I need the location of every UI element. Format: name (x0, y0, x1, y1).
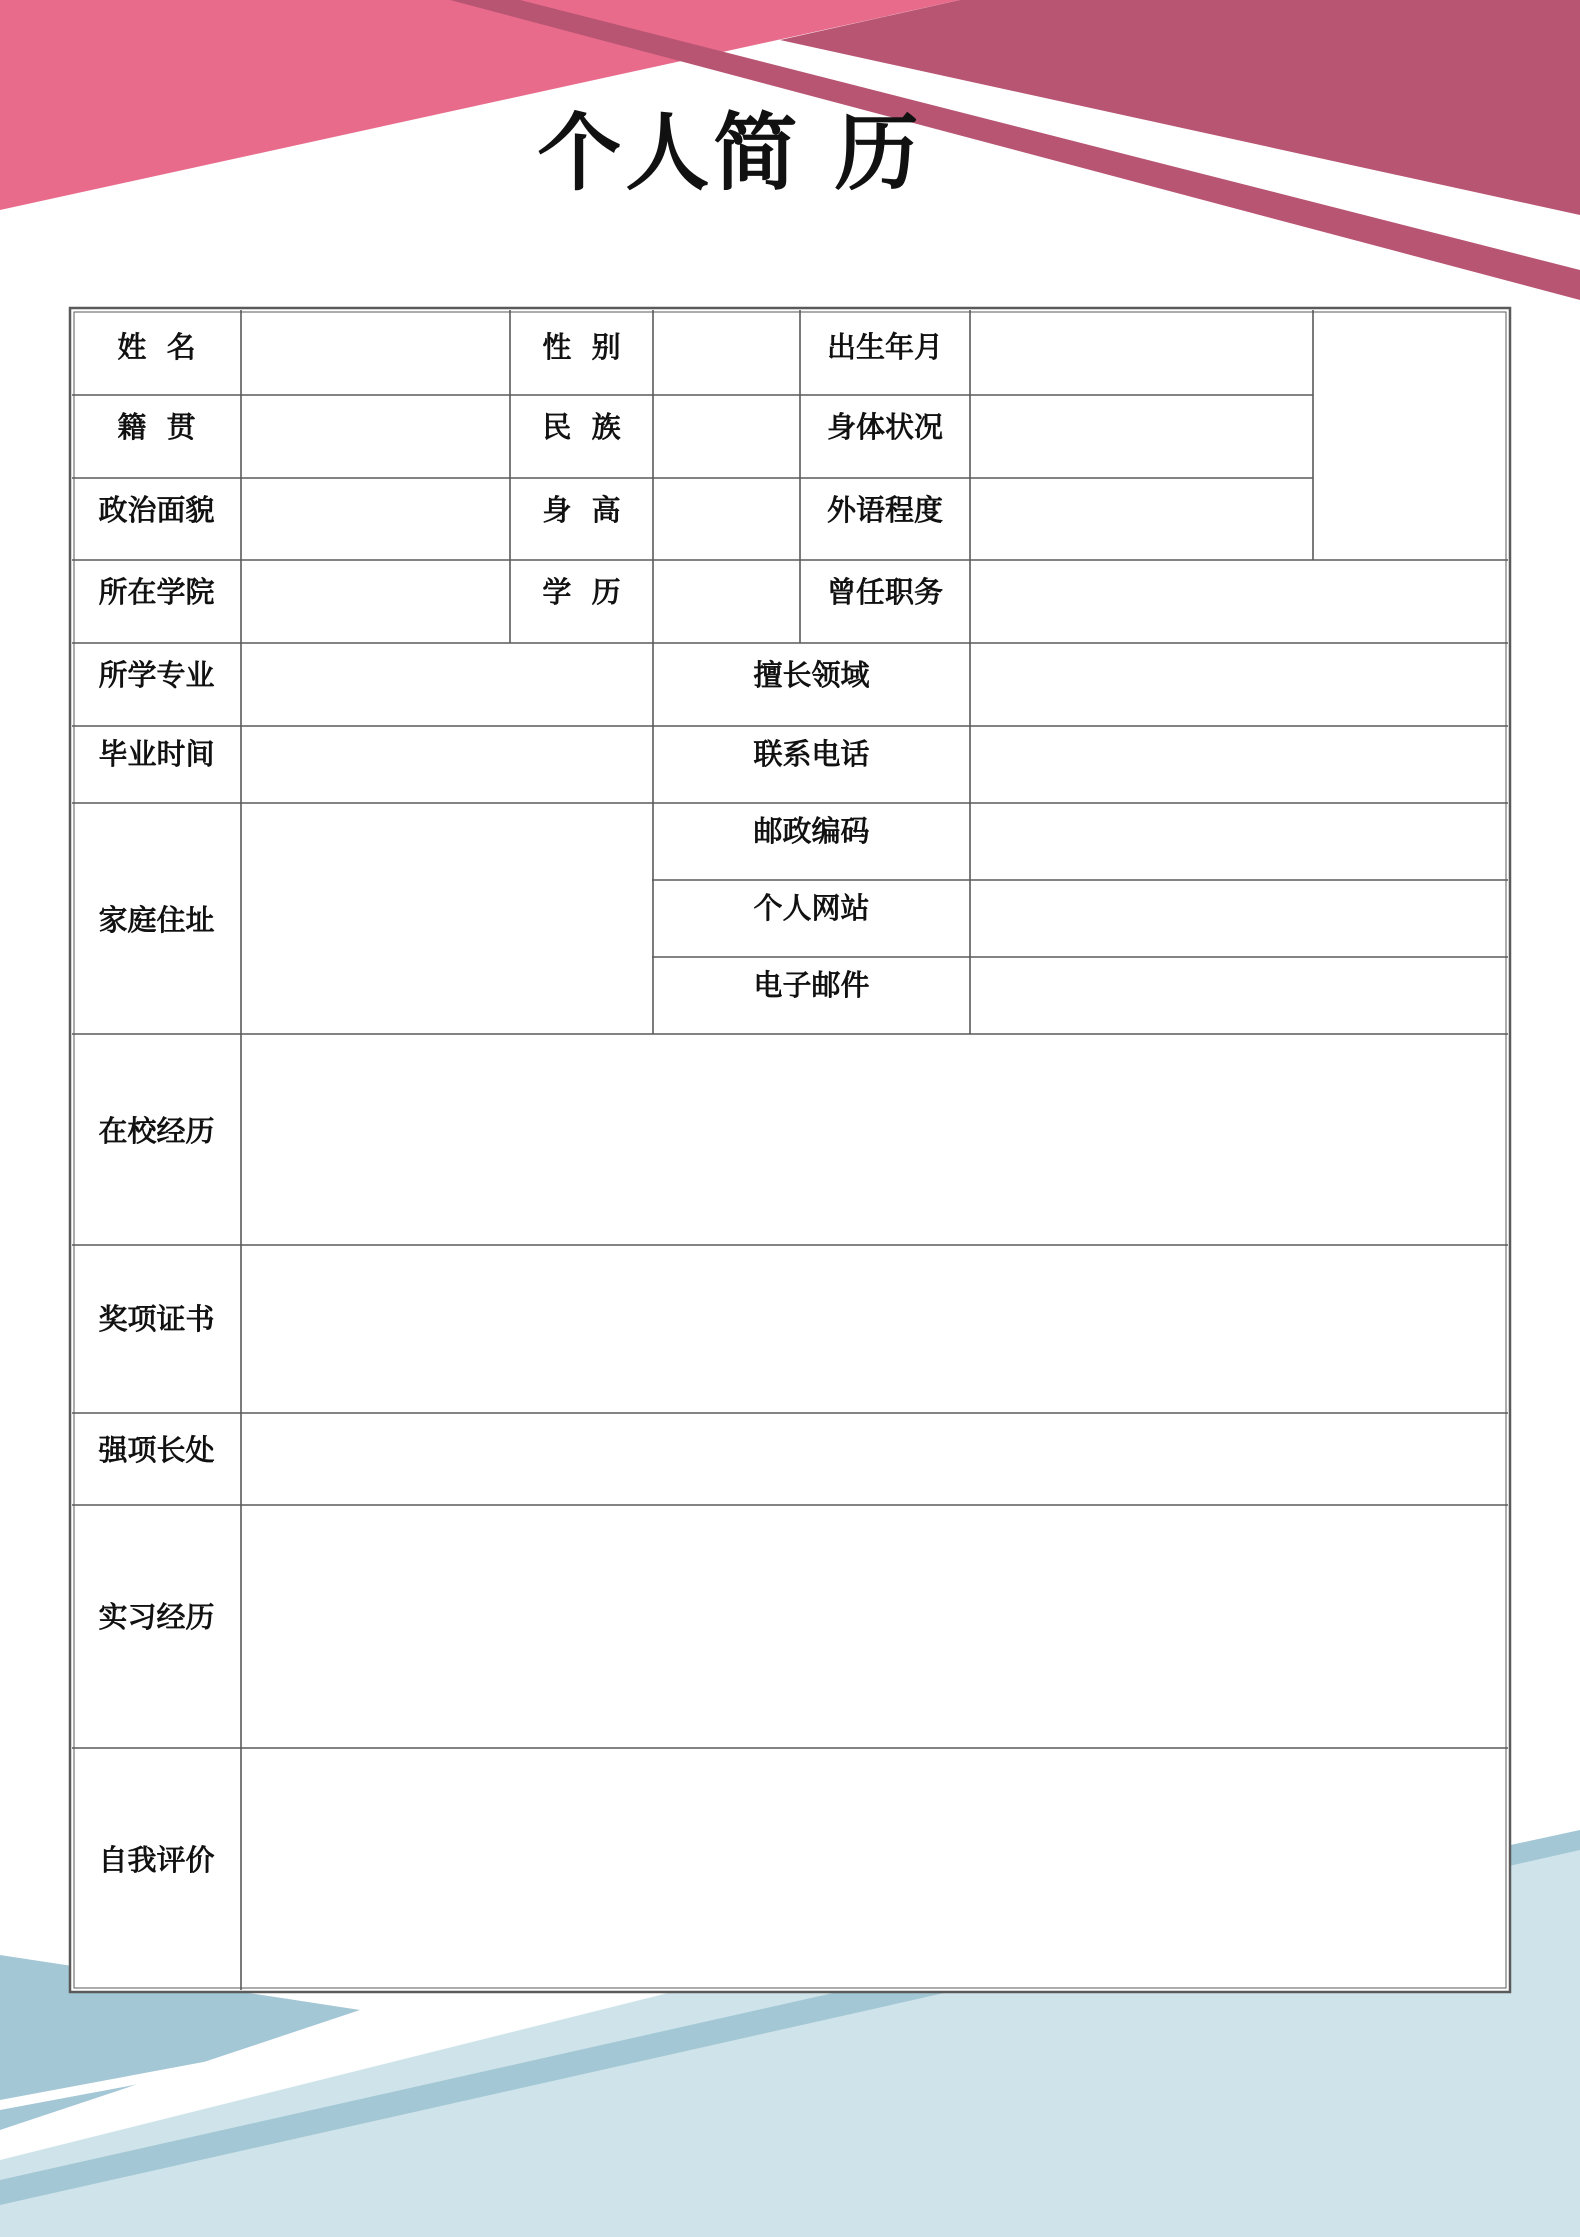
origin-field[interactable] (242, 396, 509, 477)
college-field[interactable] (242, 561, 509, 642)
height-field[interactable] (654, 479, 799, 559)
birth-field[interactable] (971, 311, 1312, 394)
label-strengths: 强项长处 (98, 1432, 215, 1467)
label-school-experience: 在校经历 (98, 1113, 215, 1148)
ethnicity-field[interactable] (654, 396, 799, 477)
label-name: 姓 名 (117, 329, 196, 364)
photo-box[interactable] (1314, 311, 1507, 559)
label-internship: 实习经历 (98, 1599, 215, 1634)
position-field[interactable] (971, 561, 1507, 642)
self-evaluation-field[interactable] (242, 1749, 1507, 1988)
label-education: 学 历 (542, 574, 621, 609)
label-awards: 奖项证书 (98, 1302, 215, 1336)
label-website: 个人网站 (753, 890, 870, 925)
strengths-field[interactable] (242, 1414, 1507, 1504)
school-experience-field[interactable] (242, 1035, 1507, 1244)
language-field[interactable] (971, 479, 1312, 559)
label-email: 电子邮件 (753, 967, 870, 1002)
label-origin: 籍 贯 (117, 409, 196, 444)
awards-field[interactable] (242, 1246, 1507, 1412)
label-phone: 联系电话 (753, 736, 870, 771)
label-college: 所在学院 (98, 574, 215, 609)
education-field[interactable] (654, 561, 799, 642)
internship-field[interactable] (242, 1506, 1507, 1747)
label-major: 所学专业 (98, 657, 215, 692)
phone-field[interactable] (971, 727, 1507, 802)
label-self-evaluation: 自我评价 (98, 1842, 215, 1877)
label-address: 家庭住址 (98, 903, 215, 937)
label-position: 曾任职务 (826, 574, 943, 609)
page-title: 个人简 历 (537, 104, 923, 202)
label-postcode: 邮政编码 (753, 813, 870, 848)
website-field[interactable] (971, 881, 1507, 956)
label-expertise: 擅长领域 (753, 657, 870, 692)
label-gender: 性 别 (542, 329, 621, 364)
label-birth: 出生年月 (826, 329, 943, 364)
name-field[interactable] (242, 311, 509, 394)
health-field[interactable] (971, 396, 1312, 477)
postcode-field[interactable] (971, 804, 1507, 879)
label-graduation: 毕业时间 (98, 736, 215, 771)
label-height: 身 高 (542, 492, 621, 527)
major-field[interactable] (242, 644, 652, 725)
label-health: 身体状况 (826, 409, 943, 444)
label-politics: 政治面貌 (98, 492, 215, 527)
email-field[interactable] (971, 958, 1507, 1033)
expertise-field[interactable] (971, 644, 1507, 725)
label-ethnicity: 民 族 (542, 409, 621, 444)
label-language: 外语程度 (826, 492, 943, 527)
graduation-field[interactable] (242, 727, 652, 802)
gender-field[interactable] (654, 311, 799, 394)
politics-field[interactable] (242, 479, 509, 559)
address-field[interactable] (242, 804, 652, 1033)
